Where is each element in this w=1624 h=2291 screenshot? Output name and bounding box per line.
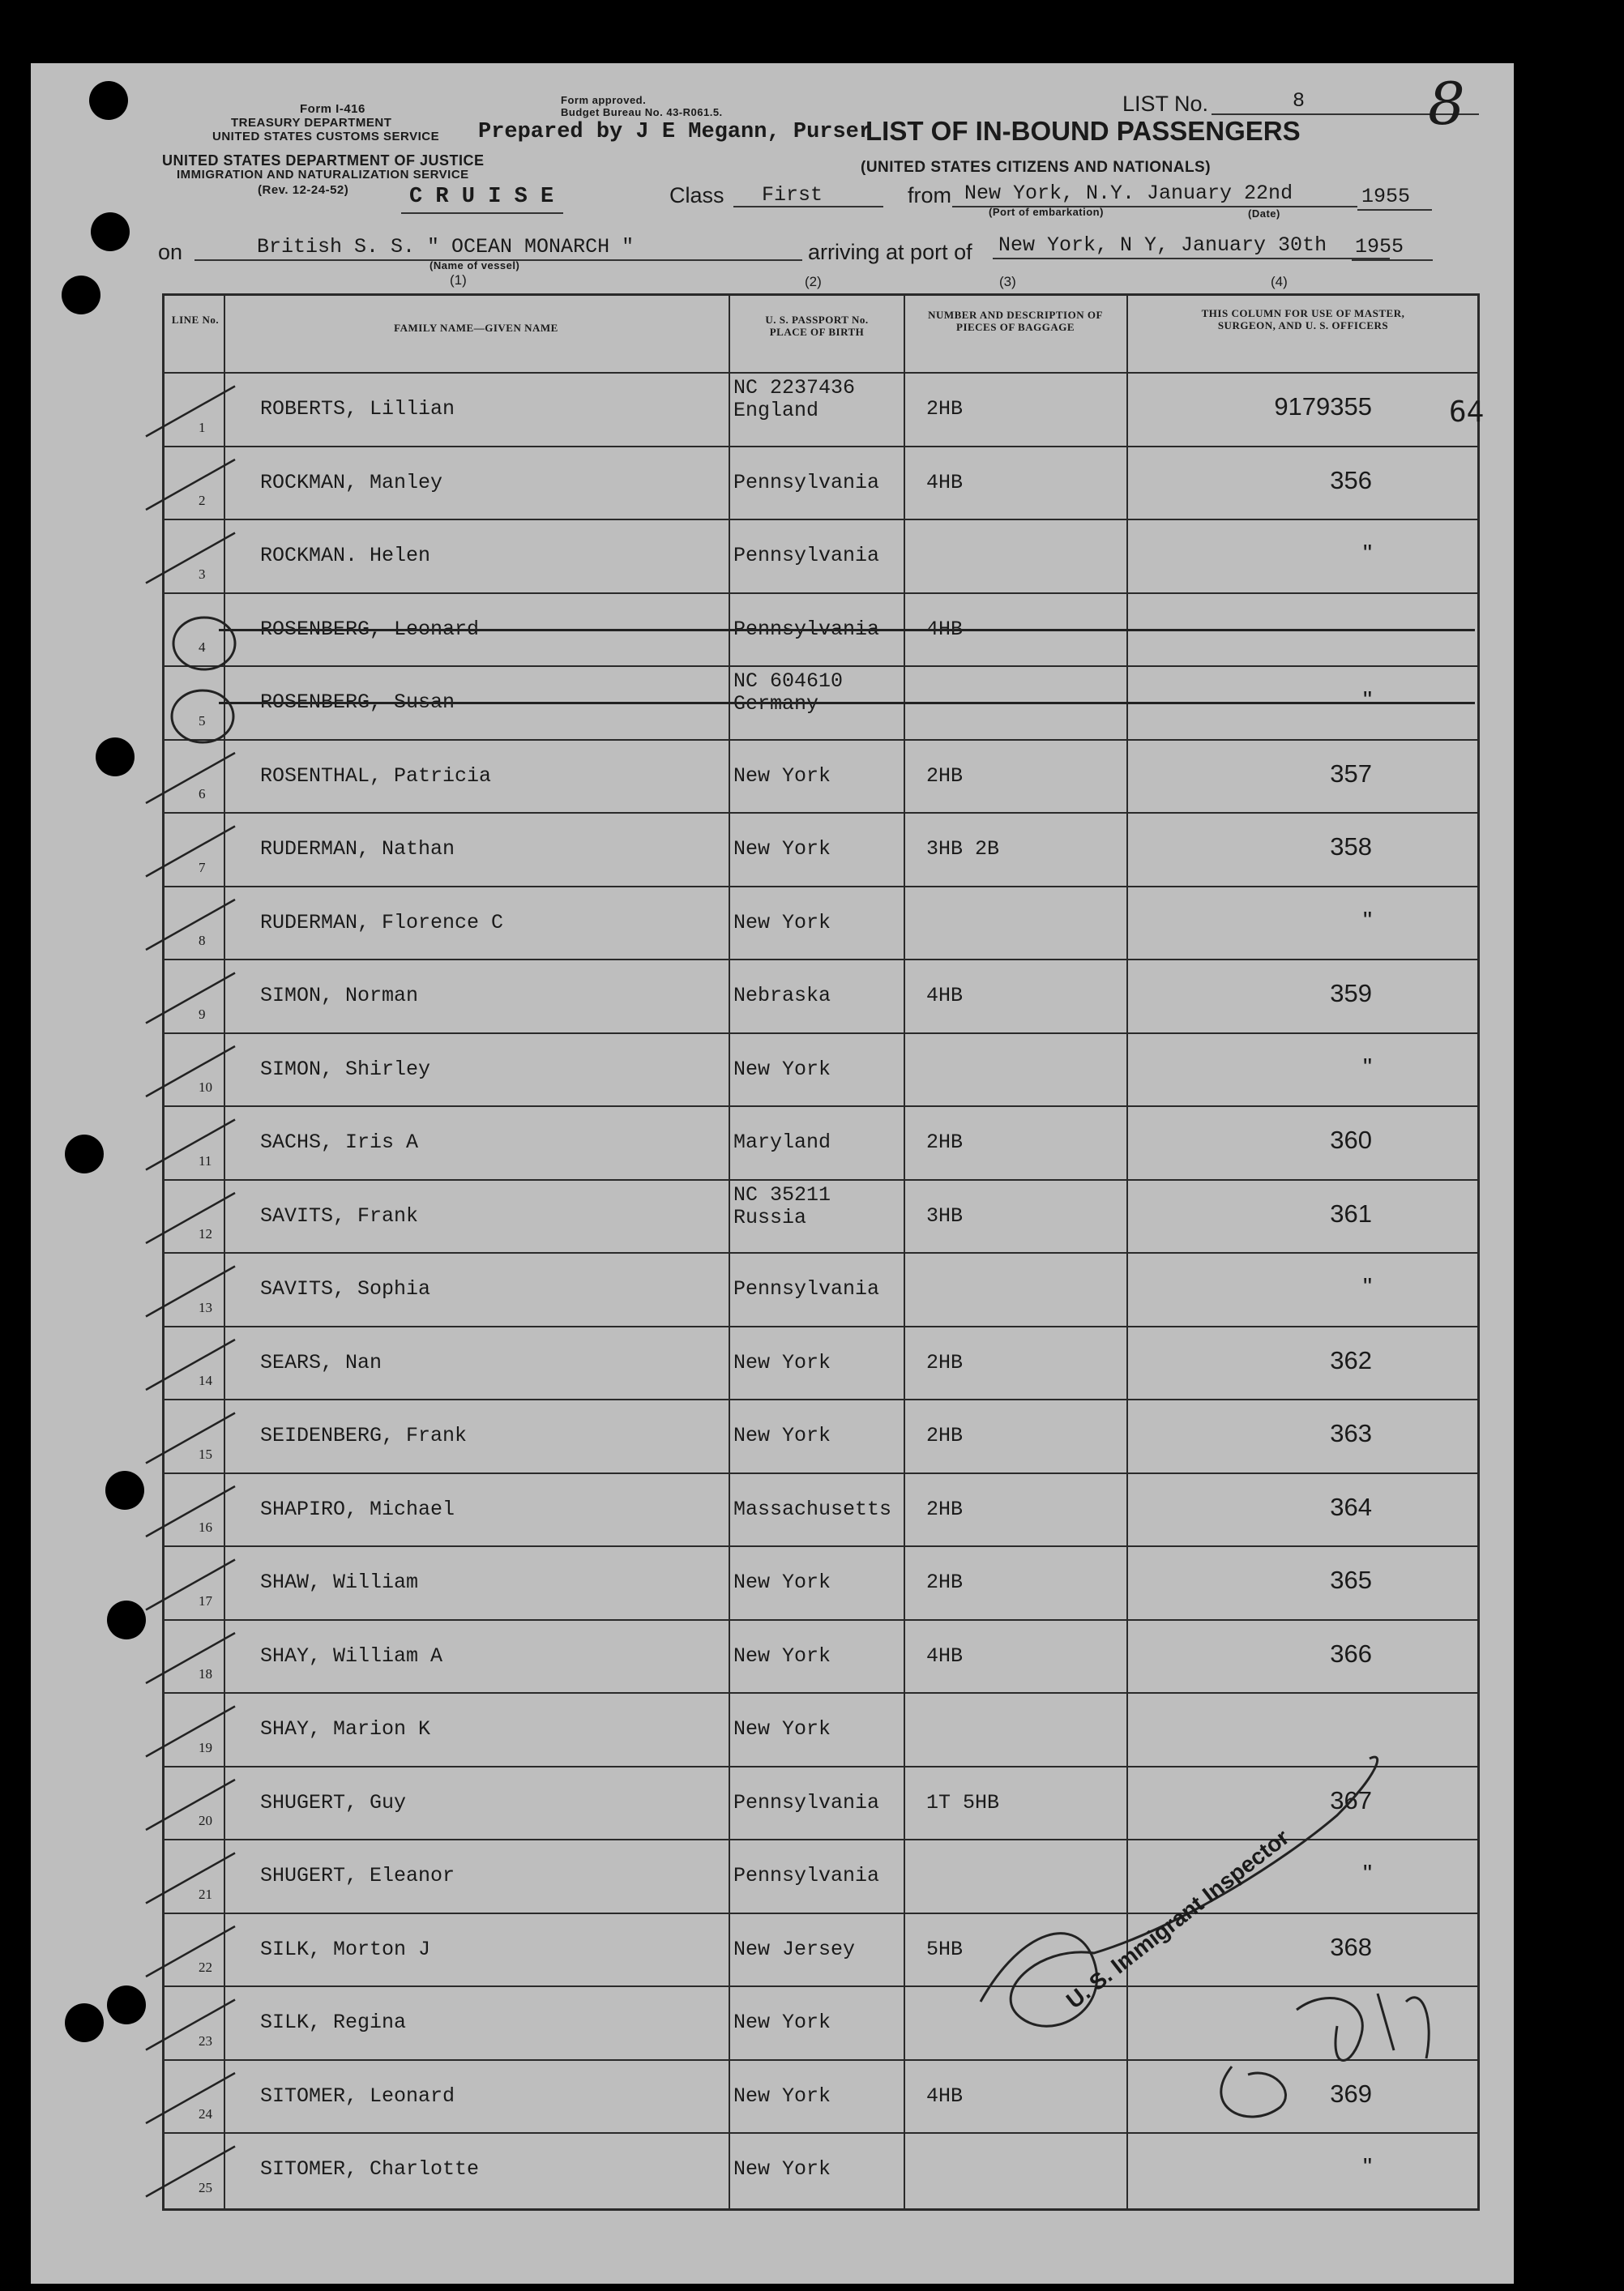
place-of-birth: Massachusetts	[733, 1497, 892, 1521]
baggage: 4HB	[926, 984, 964, 1008]
header-passport: U. S. PASSPORT No. PLACE OF BIRTH	[765, 314, 869, 338]
officer-number: "	[1362, 905, 1372, 934]
list-no-handwritten: 8	[1428, 70, 1465, 138]
place-of-birth: New Jersey	[733, 1937, 856, 1961]
passenger-name: SAVITS, Frank	[260, 1203, 419, 1228]
officer-number: 9179355	[1274, 392, 1372, 421]
baggage: 3HB 2B	[926, 837, 1000, 861]
header-officers: THIS COLUMN FOR USE OF MASTER, SURGEON, AND U. S. OFFICERS	[1201, 307, 1405, 331]
baggage: 1T 5HB	[926, 1790, 1000, 1814]
table-row	[165, 2132, 1477, 2206]
table-row	[165, 1545, 1477, 1619]
punch-hole	[107, 1985, 146, 2024]
table-row	[165, 1472, 1477, 1546]
punch-hole	[91, 212, 130, 251]
place-of-birth: Pennsylvania	[733, 1790, 880, 1814]
from-value: New York, N.Y. January 22nd	[964, 182, 1293, 205]
arriving-year-underline	[1352, 259, 1433, 261]
officer-number: 356	[1330, 465, 1372, 494]
passenger-name: SEARS, Nan	[260, 1350, 382, 1374]
table-row	[165, 1252, 1477, 1326]
passenger-name: RUDERMAN, Florence C	[260, 910, 504, 934]
from-year: 1955	[1361, 185, 1411, 208]
officer-number: 359	[1330, 979, 1372, 1008]
class-underline	[733, 206, 883, 207]
baggage: 2HB	[926, 1497, 964, 1521]
passenger-name: ROCKMAN, Manley	[260, 470, 443, 494]
passenger-name: SIMON, Shirley	[260, 1057, 431, 1081]
arriving-value: New York, N Y, January 30th	[998, 233, 1327, 257]
place-of-birth: Pennsylvania	[733, 544, 880, 568]
place-of-birth: New York	[733, 910, 831, 934]
passenger-name: SEIDENBERG, Frank	[260, 1424, 468, 1448]
col-num-3: (3)	[999, 274, 1016, 289]
place-of-birth: Pennsylvania	[733, 470, 880, 494]
strike-row-4	[219, 629, 1475, 631]
passenger-name: SHAW, William	[260, 1571, 419, 1595]
cruise-underline	[401, 212, 563, 214]
passport-number: NC 2237436	[733, 376, 856, 400]
list-no-value: 8	[1293, 89, 1306, 113]
baggage: 2HB	[926, 1131, 964, 1155]
table-row	[165, 1692, 1477, 1766]
passenger-name: SITOMER, Charlotte	[260, 2157, 480, 2182]
baggage: 4HB	[926, 470, 964, 494]
dept-justice: UNITED STATES DEPARTMENT OF JUSTICE	[162, 152, 485, 169]
officer-number: 362	[1330, 1345, 1372, 1374]
passenger-name: ROSENTHAL, Patricia	[260, 763, 492, 788]
place-of-birth: New York	[733, 837, 831, 861]
line-number: 2	[199, 493, 206, 508]
arriving-year: 1955	[1355, 235, 1404, 259]
passenger-name: SITOMER, Leonard	[260, 2084, 455, 2108]
date-label: (Date)	[1248, 207, 1280, 220]
list-title: LIST OF IN-BOUND PASSENGERS	[865, 116, 1301, 146]
prepared-by: Prepared by J E Megann, Purser	[478, 120, 873, 144]
passenger-name: ROBERTS, Lillian	[260, 397, 455, 421]
line-number: 4	[199, 639, 206, 655]
baggage: 2HB	[926, 1350, 964, 1374]
line-number: 5	[199, 712, 206, 729]
passenger-name: ROSENBERG, Leonard	[260, 617, 480, 641]
officer-number: "	[1362, 686, 1372, 715]
baggage: 4HB	[926, 1643, 964, 1668]
baggage: 2HB	[926, 1424, 964, 1448]
line-number: 11	[199, 1152, 212, 1169]
class-value: First	[762, 183, 823, 207]
place-of-birth: New York	[733, 1717, 831, 1742]
passenger-name: SACHS, Iris A	[260, 1131, 419, 1155]
dept-treasury: TREASURY DEPARTMENT	[231, 116, 392, 130]
dept-ins: IMMIGRATION AND NATURALIZATION SERVICE	[177, 168, 469, 182]
table-row	[165, 2059, 1477, 2133]
line-number: 19	[199, 1739, 212, 1755]
passenger-name: SHAPIRO, Michael	[260, 1497, 455, 1521]
officer-number: "	[1362, 539, 1372, 568]
line-number: 17	[199, 1592, 212, 1609]
form-number: Form I-416	[300, 102, 365, 116]
punch-hole	[107, 1601, 146, 1639]
passenger-name: ROCKMAN. Helen	[260, 544, 431, 568]
place-of-birth: New York	[733, 2011, 831, 2035]
officer-number: 357	[1330, 759, 1372, 788]
passport-number: NC 604610	[733, 669, 844, 694]
list-subtitle: (UNITED STATES CITIZENS AND NATIONALS)	[861, 159, 1212, 176]
passenger-name: SAVITS, Sophia	[260, 1277, 431, 1302]
line-number: 10	[199, 1079, 212, 1095]
place-of-birth: Pennsylvania	[733, 1864, 880, 1888]
table-row	[165, 812, 1477, 886]
punch-hole	[105, 1471, 144, 1510]
place-of-birth: Pennsylvania	[733, 1277, 880, 1302]
punch-hole	[65, 1135, 104, 1173]
line-number: 18	[199, 1666, 212, 1682]
line-number: 24	[199, 2106, 212, 2122]
officer-number: 360	[1330, 1126, 1372, 1155]
passenger-name: SIMON, Norman	[260, 984, 419, 1008]
place-of-birth: England	[733, 399, 819, 423]
baggage: 3HB	[926, 1203, 964, 1228]
passenger-name: RUDERMAN, Nathan	[260, 837, 455, 861]
table-row	[165, 372, 1477, 446]
passenger-name: SILK, Morton J	[260, 1937, 431, 1961]
on-label: on	[158, 240, 183, 264]
line-number: 8	[199, 933, 206, 948]
passenger-name: SHAY, William A	[260, 1643, 443, 1668]
place-of-birth: Pennsylvania	[733, 617, 880, 641]
vessel-value: British S. S. " OCEAN MONARCH "	[257, 235, 635, 259]
passenger-name: SHUGERT, Guy	[260, 1790, 407, 1814]
form-revision: (Rev. 12-24-52)	[258, 183, 349, 197]
passenger-table	[162, 293, 1480, 2211]
line-number: 3	[199, 566, 206, 582]
table-row	[165, 886, 1477, 960]
line-number: 6	[199, 786, 206, 801]
line-number: 21	[199, 1886, 212, 1902]
col-num-2: (2)	[805, 274, 822, 289]
margin-note: 64	[1449, 395, 1485, 429]
officer-number: 364	[1330, 1492, 1372, 1521]
officer-number: 361	[1330, 1199, 1372, 1228]
baggage: 4HB	[926, 2084, 964, 2108]
embark-label: (Port of embarkation)	[989, 206, 1104, 218]
place-of-birth: New York	[733, 1424, 831, 1448]
place-of-birth: Nebraska	[733, 984, 831, 1008]
arriving-underline	[993, 258, 1390, 259]
punch-hole	[62, 276, 100, 314]
officer-number: "	[1362, 1859, 1372, 1888]
table-row	[165, 959, 1477, 1032]
officer-number: 358	[1330, 832, 1372, 861]
place-of-birth: New York	[733, 2157, 831, 2182]
table-row	[165, 1619, 1477, 1693]
dept-customs: UNITED STATES CUSTOMS SERVICE	[212, 130, 440, 143]
place-of-birth: New York	[733, 1643, 831, 1668]
form-approved: Form approved.	[561, 94, 647, 106]
line-number: 25	[199, 2179, 212, 2195]
from-label: from	[908, 183, 951, 207]
officer-number: 367	[1330, 1785, 1372, 1814]
place-of-birth: Maryland	[733, 1131, 831, 1155]
punch-hole	[96, 737, 135, 776]
place-of-birth: Russia	[733, 1205, 807, 1229]
table-row	[165, 1179, 1477, 1253]
table-row	[165, 1399, 1477, 1472]
header-line-no: LINE No.	[171, 314, 220, 326]
budget-bureau: Budget Bureau No. 43-R061.5.	[561, 106, 723, 118]
col-num-1: (1)	[450, 272, 467, 288]
baggage: 4HB	[926, 617, 964, 641]
place-of-birth: New York	[733, 763, 831, 788]
place-of-birth: New York	[733, 1571, 831, 1595]
passenger-name: ROSENBERG, Susan	[260, 690, 455, 715]
table-row	[165, 446, 1477, 519]
table-row	[165, 1032, 1477, 1106]
table-row	[165, 1326, 1477, 1400]
line-number: 16	[199, 1519, 212, 1535]
from-year-underline	[1357, 209, 1432, 211]
officer-number: "	[1362, 1052, 1372, 1081]
line-number: 1	[199, 419, 206, 435]
cruise-label: C R U I S E	[409, 185, 554, 209]
place-of-birth: New York	[733, 1350, 831, 1374]
passport-number: NC 35211	[733, 1182, 831, 1207]
class-label: Class	[669, 183, 724, 207]
list-no-label: LIST No.	[1122, 92, 1209, 116]
place-of-birth: New York	[733, 1057, 831, 1081]
passenger-name: SILK, Regina	[260, 2011, 407, 2035]
baggage: 2HB	[926, 1571, 964, 1595]
passenger-name: SHUGERT, Eleanor	[260, 1864, 455, 1888]
col-num-4: (4)	[1271, 274, 1288, 289]
line-number: 20	[199, 1813, 212, 1828]
line-number: 13	[199, 1299, 212, 1315]
header-baggage: NUMBER AND DESCRIPTION OF PIECES OF BAGGAGE	[928, 309, 1103, 333]
header-name: FAMILY NAME—GIVEN NAME	[394, 322, 558, 334]
table-row	[165, 1913, 1477, 1986]
officer-number: 366	[1330, 1639, 1372, 1668]
arriving-label: arriving at port of	[808, 240, 972, 264]
table-row	[165, 519, 1477, 592]
vessel-label: (Name of vessel)	[430, 259, 520, 271]
strike-row-5	[219, 702, 1475, 704]
line-number: 12	[199, 1226, 212, 1242]
line-number: 7	[199, 859, 206, 875]
table-row	[165, 739, 1477, 813]
punch-hole	[65, 2003, 104, 2042]
officer-number: 363	[1330, 1419, 1372, 1448]
officer-number: 369	[1330, 2079, 1372, 2108]
officer-number: 368	[1330, 1932, 1372, 1961]
line-number: 9	[199, 1006, 206, 1022]
passenger-name: SHAY, Marion K	[260, 1717, 431, 1742]
baggage: 5HB	[926, 1937, 964, 1961]
line-number: 14	[199, 1373, 212, 1388]
place-of-birth: Germany	[733, 692, 819, 716]
table-row	[165, 1105, 1477, 1179]
officer-number: "	[1362, 1272, 1372, 1302]
line-number: 23	[199, 2032, 212, 2049]
inspector-stamp: U. S. Immigrant Inspector	[1062, 1824, 1294, 2014]
punch-hole	[89, 81, 128, 120]
line-number: 22	[199, 1960, 212, 1975]
baggage: 2HB	[926, 397, 964, 421]
line-number: 15	[199, 1446, 212, 1462]
baggage: 2HB	[926, 763, 964, 788]
table-row	[165, 1985, 1477, 2059]
officer-number: 365	[1330, 1566, 1372, 1595]
place-of-birth: New York	[733, 2084, 831, 2108]
officer-number: "	[1362, 2152, 1372, 2182]
